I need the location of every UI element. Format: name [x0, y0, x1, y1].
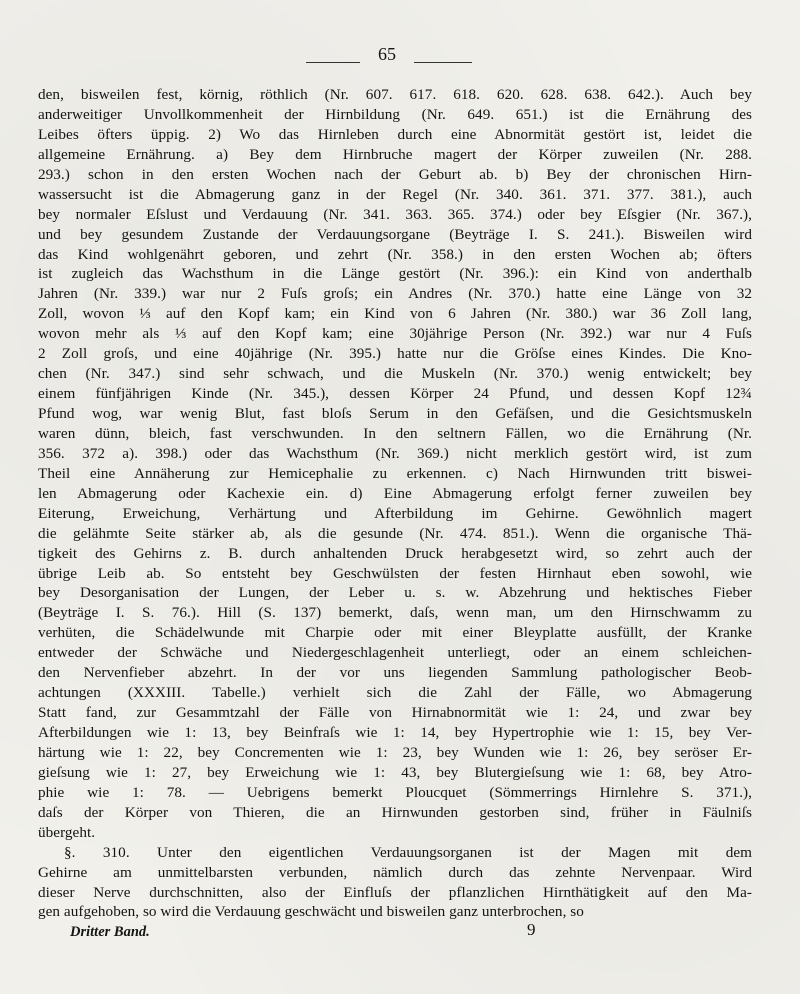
text-line: Jahren (Nr. 339.) war nur 2 Fuſs groſs; ein Andres (Nr. 370.) hatte eine Länge von 32: [38, 285, 752, 303]
header-rule-left: [306, 62, 360, 63]
page-footer: [0, 920, 800, 946]
text-line: 2 Zoll groſs, und eine 40jährige (Nr. 395.) hatte nur die Gröſse eines Kindes. Die Kno-: [38, 345, 752, 363]
text-line: chen (Nr. 347.) sind sehr schwach, und die Muskeln (Nr. 370.) wenig entwickelt; bey: [38, 365, 752, 383]
text-line: phie wie 1: 78. — Uebrigens bemerkt Ploucquet (Sömmerrings Hirnlehre S. 371.),: [38, 783, 752, 801]
text-line: Gehirne am unmittelbarsten verbunden, nämlich durch das zehnte Nervenpaar. Wird: [38, 863, 752, 881]
text-line: gieſsung wie 1: 27, bey Erweichung wie 1: 43, bey Blutergieſsung wie 1: 68, bey Atro-: [38, 763, 752, 781]
text-line: ist zugleich das Wachsthum in die Länge gestört (Nr. 396.): ein Kind von anderthalb: [38, 265, 752, 283]
text-line: Afterbildungen wie 1: 13, bey Beinfraſs wie 1: 14, bey Hypertrophie wie 1: 15, bey Ver-: [38, 724, 752, 741]
text-line: übergeht.: [38, 823, 96, 841]
header-rule-right: [414, 62, 472, 63]
paragraph: [38, 85, 752, 843]
text-line: verhüten, die Schädelwunde mit Charpie oder mit einer Bleyplatte ausfüllt, der Kranke: [38, 624, 752, 642]
text-line: Zoll, wovon ⅓ auf den Kopf kam; ein Kind von 6 Jahren (Nr. 380.) war 36 Zoll lang,: [38, 305, 752, 323]
text-line: gen aufgehoben, so wird die Verdauung geschwächt und bisweilen ganz unterbrochen, so: [38, 903, 584, 921]
text-line: dieser Nerve durchschnitten, also der Einfluſs der pflanzlichen Hirnthätigkeit auf den Ma-: [38, 883, 752, 901]
text-line: entweder der Schwäche und Niedergeschlagenheit unterliegt, oder an einem schleichen-: [38, 644, 752, 662]
paragraph: [38, 843, 752, 923]
text-line: übrige Leib ab. So entsteht bey Geschwülsten der festen Hirnhaut eben sowohl, wie: [38, 564, 752, 582]
body-text: [38, 85, 752, 922]
text-line: §. 310. Unter den eigentlichen Verdauungsorganen ist der Magen mit dem: [64, 843, 752, 861]
text-line: Statt fand, zur Gesammtzahl der Fälle von Hirnabnormität wie 1: 24, und zwar bey: [38, 704, 752, 722]
text-line: achtungen (XXXIII. Tabelle.) verhielt sich die Zahl der Fälle, wo Abmagerung: [38, 684, 752, 702]
text-line: den, bisweilen fest, körnig, röthlich (Nr. 607. 617. 618. 620. 628. 638. 642.). Auch bey: [38, 86, 752, 103]
text-line: härtung wie 1: 22, bey Concrementen wie 1: 23, bey Wunden wie 1: 26, bey seröser Er-: [38, 743, 752, 761]
text-line: daſs der Körper von Thieren, die an Hirnwunden gestorben sind, früher in Fäulniſs: [38, 803, 752, 821]
text-line: Eiterung, Erweichung, Verhärtung und Afterbildung im Gehirne. Gewöhnlich magert: [38, 504, 752, 522]
text-line: allgemeine Ernährung. a) Bey dem Hirnbruche magert der Körper zuweilen (Nr. 288.: [38, 145, 752, 163]
text-line: 356. 372 a). 398.) oder das Wachsthum (Nr. 369.) nicht merklich gestört wird, ist zum: [38, 444, 752, 462]
text-line: wassersucht ist die Abmagerung ganz in der Regel (Nr. 340. 361. 371. 377. 381.), auch: [38, 185, 752, 203]
text-line: len Abmagerung oder Kachexie ein. d) Eine Abmagerung erfolgt ferner zuweilen bey: [38, 484, 752, 502]
text-line: anderweitiger Unvollkommenheit der Hirnbildung (Nr. 649. 651.) ist die Ernährung des: [38, 105, 752, 123]
text-line: das Kind wohlgenährt geboren, und zehrt (Nr. 358.) in den ersten Wochen ab; öfters: [38, 245, 752, 263]
text-line: bey Desorganisation der Lungen, der Leber u. s. w. Abzehrung und hektisches Fieber: [38, 584, 752, 602]
text-line: und bey gesundem Zustande der Verdauungsorgane (Beyträge I. S. 241.). Bisweilen wird: [38, 225, 752, 243]
page-number: 65: [378, 44, 396, 64]
text-line: den Nervenfieber abzehrt. In der vor uns liegenden Sammlung pathologischer Beob-: [38, 664, 752, 682]
page-header: [0, 44, 800, 74]
text-line: einem fünfjährigen Kinde (Nr. 345.), dessen Körper 24 Pfund, und dessen Kopf 12¾: [38, 385, 752, 403]
text-line: Theil eine Annäherung zur Hemicephalie zu erkennen. c) Nach Hirnwunden tritt biswei-: [38, 464, 752, 482]
text-line: wovon mehr als ⅓ auf den Kopf kam; eine 30jährige Person (Nr. 392.) war nur 4 Fuſs: [38, 325, 752, 343]
text-line: Pfund wog, war wenig Blut, fast bloſs Serum in den Gefäſsen, und die Gesichtsmuskeln: [38, 405, 752, 422]
text-line: waren dünn, bleich, fast verschwunden. In den seltnern Fällen, wo die Ernährung (Nr.: [38, 424, 752, 442]
text-line: (Beyträge I. S. 76.). Hill (S. 137) bemerkt, daſs, wenn man, um den Hirnschwamm zu: [38, 604, 752, 622]
text-line: die gelähmte Seite stärker ab, als die gesunde (Nr. 474. 851.). Wenn die organische Thä-: [38, 524, 752, 542]
text-line: tigkeit des Gehirns z. B. durch anhaltenden Druck herabgesetzt wird, so zehrt auch der: [38, 544, 752, 562]
text-line: bey normaler Eſslust und Verdauung (Nr. 341. 363. 365. 374.) oder bey Eſsgier (Nr. 367.),: [38, 205, 752, 223]
signature-number: 9: [527, 920, 536, 939]
text-line: 293.) schon in den ersten Wochen nach der Geburt ab. b) Bey der chronischen Hirn-: [38, 165, 752, 183]
text-line: Leibes öfters üppig. 2) Wo das Hirnleben durch eine Abnormität gestört ist, leidet die: [38, 125, 752, 143]
signature-mark: Dritter Band.: [70, 924, 150, 940]
